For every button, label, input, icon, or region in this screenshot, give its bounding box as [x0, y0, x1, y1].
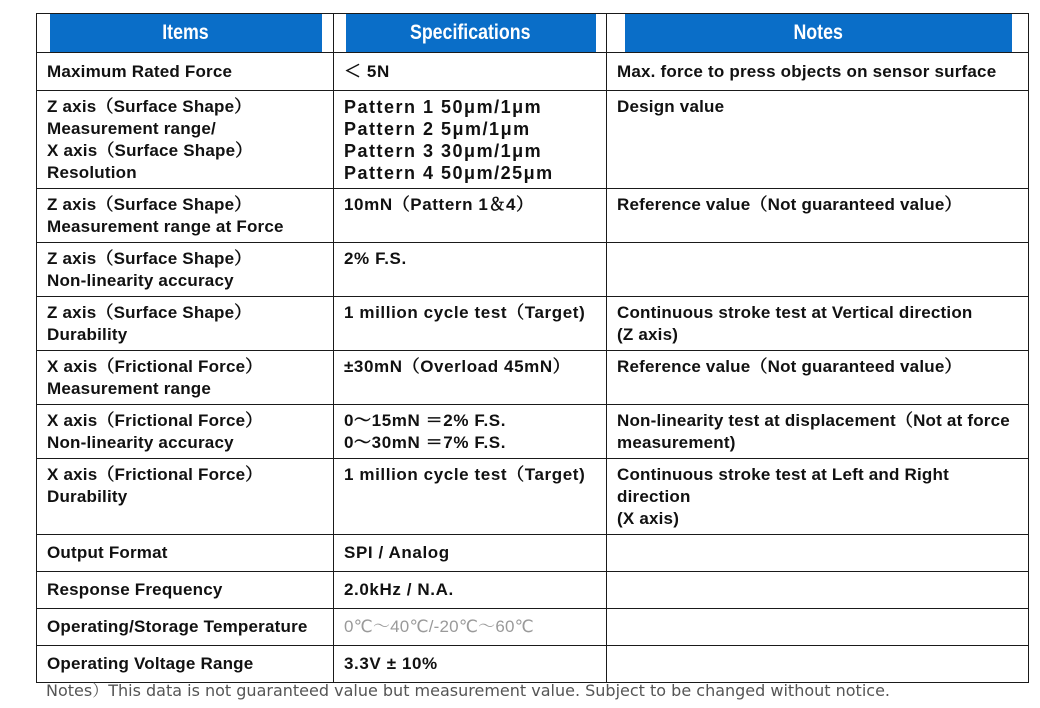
item-cell: Z axis（Surface Shape） Durability: [37, 297, 334, 351]
table-row: [37, 297, 1029, 351]
table-row: [37, 646, 1029, 683]
note-cell: [607, 609, 1029, 646]
table-row: [37, 572, 1029, 609]
note-cell: Design value: [607, 91, 1029, 189]
header-row: [37, 14, 1029, 53]
spec-cell: ＜ 5N: [334, 53, 607, 91]
table-row: [37, 535, 1029, 572]
header-specifications: Specifications: [344, 14, 595, 53]
item-cell: Z axis（Surface Shape） Non-linearity accuracy: [37, 243, 334, 297]
spec-cell: 1 million cycle test（Target): [334, 297, 607, 351]
table-row: [37, 459, 1029, 535]
header-notes: Notes: [623, 14, 1011, 53]
footnote: Notes）This data is not guaranteed value but measurement value. Subject to be changed without notice.: [46, 681, 890, 700]
note-cell: [607, 572, 1029, 609]
item-cell: Output Format: [37, 535, 334, 572]
item-cell: Operating/Storage Temperature: [37, 609, 334, 646]
item-cell: X axis（Frictional Force） Non-linearity accuracy: [37, 405, 334, 459]
specifications-table: [36, 13, 1029, 683]
note-cell: Continuous stroke test at Left and Right direction (X axis): [607, 459, 1029, 535]
note-cell: [607, 535, 1029, 572]
spec-cell: 10mN（Pattern 1＆4）: [334, 189, 607, 243]
item-cell: Z axis（Surface Shape） Measurement range/ X axis（Surface Shape） Resolution: [37, 91, 334, 189]
spec-cell: 0℃～40℃/-20℃～60℃: [334, 609, 607, 646]
table-row: [37, 609, 1029, 646]
table-row: [37, 405, 1029, 459]
note-cell: [607, 646, 1029, 683]
note-cell: Reference value（Not guaranteed value）: [607, 351, 1029, 405]
item-cell: X axis（Frictional Force） Measurement range: [37, 351, 334, 405]
note-cell: Reference value（Not guaranteed value）: [607, 189, 1029, 243]
table-row: [37, 351, 1029, 405]
note-cell: Continuous stroke test at Vertical direction (Z axis): [607, 297, 1029, 351]
spec-cell: 2.0kHz / N.A.: [334, 572, 607, 609]
spec-cell: ±30mN（Overload 45mN）: [334, 351, 607, 405]
header-items: Items: [48, 14, 321, 53]
spec-cell: 0～15mN ＝2% F.S. 0～30mN ＝7% F.S.: [334, 405, 607, 459]
table-row: [37, 53, 1029, 91]
item-cell: Maximum Rated Force: [37, 53, 334, 91]
spec-cell: 3.3V ± 10%: [334, 646, 607, 683]
item-cell: X axis（Frictional Force） Durability: [37, 459, 334, 535]
table-row: [37, 243, 1029, 297]
note-cell: Non-linearity test at displacement（Not at force measurement): [607, 405, 1029, 459]
spec-cell: 2% F.S.: [334, 243, 607, 297]
note-cell: [607, 243, 1029, 297]
item-cell: Response Frequency: [37, 572, 334, 609]
table-row: [37, 91, 1029, 189]
item-cell: Z axis（Surface Shape） Measurement range at Force: [37, 189, 334, 243]
spec-cell: SPI / Analog: [334, 535, 607, 572]
note-cell: Max. force to press objects on sensor surface: [607, 53, 1029, 91]
item-cell: Operating Voltage Range: [37, 646, 334, 683]
spec-cell: Pattern 1 50μm/1μm Pattern 2 5μm/1μm Pattern 3 30μm/1μm Pattern 4 50μm/25μm: [334, 91, 607, 189]
spec-cell: 1 million cycle test（Target): [334, 459, 607, 535]
table-row: [37, 189, 1029, 243]
